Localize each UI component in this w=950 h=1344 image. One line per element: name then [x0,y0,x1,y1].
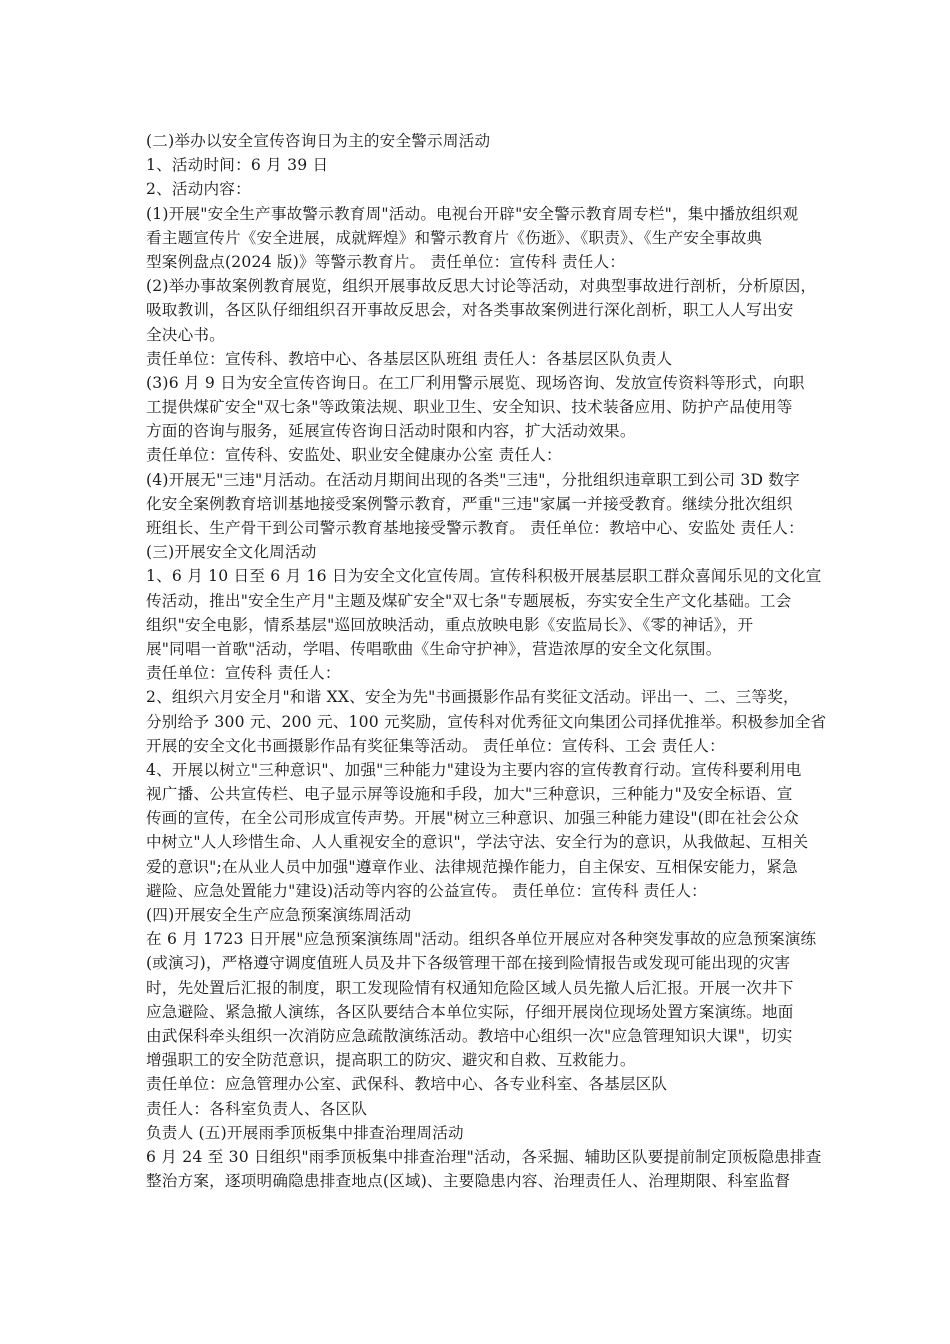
text-line: 工提供煤矿安全"双七条"等政策法规、职业卫生、安全知识、技术装备应用、防护产品使用等 [146,398,793,417]
document-body [146,129,827,1193]
text-line: (1)开展"安全生产事故警示教育周"活动。电视台开辟"安全警示教育周专栏"，集中播放组织观 [146,204,799,223]
text-line: 爱的意识";在从业人员中加强"遵章作业、法律规范操作能力，自主保安、互相保安能力，紧急 [146,857,798,876]
text-line: 传活动，推出"安全生产月"主题及煤矿安全"双七条"专题展板，夯实安全生产文化基础。工会 [146,591,792,610]
text-line: 整治方案，逐项明确隐患排查地点(区域)、主要隐患内容、治理责任人、治理期限、科室监督 [146,1172,791,1191]
text-line: 责任单位：应急管理办公室、武保科、教培中心、各专业科室、各基层区队 [146,1075,668,1094]
text-line: 展"同唱一首歌"活动，学唱、传唱歌曲《生命守护神》，营造浓厚的安全文化氛围。 [146,639,722,658]
text-line: 应急避险、紧急撤人演练，各区队要结合本单位实际，仔细开展岗位现场处置方案演练。地面 [146,1002,794,1021]
text-line: 责任单位：宣传科、教培中心、各基层区队班组 责任人：各基层区队负责人 [146,349,673,368]
text-line: 在 6 月 1723 日开展"应急预案演练周"活动。组织各单位开展应对各种突发事故的应急预案演练 [146,930,817,949]
text-line: (3)6 月 9 日为安全宣传咨询日。在工厂利用警示展览、现场咨询、发放宣传资料等形式，向职 [146,373,805,392]
text-line: (三)开展安全文化周活动 [146,543,317,562]
text-line: 2、组织六月安全月"和谐 XX、安全为先"书画摄影作品有奖征文活动。评出一、二、三等奖， [146,688,799,707]
text-line: 方面的咨询与服务，延展宣传咨询日活动时限和内容，扩大活动效果。 [146,422,636,441]
text-line: 责任单位：宣传科、安监处、职业安全健康办公室 责任人： [146,446,562,465]
text-line: (2)举办事故案例教育展览，组织开展事故反思大讨论等活动，对典型事故进行剖析，分析原因， [146,277,817,296]
text-line: 型案例盘点(2024 版)》等警示教育片。 责任单位：宣传科 责任人： [146,252,626,271]
text-line: 增强职工的安全防范意识，提高职工的防灾、避灾和自救、互救能力。 [146,1051,636,1070]
text-line: 4、开展以树立"三种意识"、加强"三种能力"建设为主要内容的宣传教育行动。宣传科要利用电 [146,760,802,779]
text-line: 2、活动内容： [146,180,251,199]
text-line: (二)举办以安全宣传咨询日为主的安全警示周活动 [146,132,491,150]
text-line: 避险、应急处置能力"建设)活动等内容的公益宣传。 责任单位：宣传科 责任人： [146,881,707,900]
text-line: 中树立"人人珍惜生命、人人重视安全的意识"，学法守法、安全行为的意识，从我做起、互相关 [146,833,809,852]
text-line: 视广播、公共宣传栏、电子显示屏等设施和手段，加大"三种意识，三种能力"及安全标语、宣 [146,785,793,804]
text-line: 传画的宣传，在全公司形成宣传声势。开展"树立三种意识、加强三种能力建设"(即在社会公众 [146,809,799,828]
text-line: 组织"安全电影，情系基层"巡回放映活动，重点放映电影《安监局长》、《零的神话》，开 [146,615,754,634]
text-line: 吸取教训，各区队仔细组织召开事故反思会，对各类事故案例进行深化剖析，职工人人写出安 [146,301,794,320]
text-line: (四)开展安全生产应急预案演练周活动 [146,906,412,924]
text-line: (或演习)，严格遵守调度值班人员及井下各级管理干部在接到险情报告或发现可能出现的灾害 [146,954,791,973]
text-line: 1、6 月 10 日至 6 月 16 日为安全文化宣传周。宣传科积极开展基层职工群众喜闻乐见的文化宣 [146,567,822,586]
text-line: 6 月 24 至 30 日组织"雨季顶板集中排查治理"活动，各采掘、辅助区队要提前制定顶板隐患排查 [146,1147,822,1166]
text-line: 时，先处置后汇报的制度，职工发现险情有权通知危险区域人员先撤人后汇报。开展一次井下 [146,978,794,997]
text-line: 责任人：各科室负责人、各区队 [146,1099,368,1118]
text-line: 1、活动时间：6 月 39 日 [146,156,329,175]
text-line: 责任单位：宣传科 责任人： [146,664,341,683]
text-line: 由武保科牵头组织一次消防应急疏散演练活动。教培中心组织一次"应急管理知识大课"，切实 [146,1026,793,1045]
text-line: 负责人 (五)开展雨季顶板集中排查治理周活动 [146,1123,464,1142]
text-line: 全决心书。 [146,325,225,344]
text-line: 看主题宣传片《安全进展，成就辉煌》和警示教育片《伤逝》、《职责》、《生产安全事故典 [146,228,763,247]
text-line: 分别给予 300 元、200 元、100 元奖励，宣传科对优秀征文向集团公司择优推举。积极参加全省 [146,712,827,731]
text-line: (4)开展无"三违"月活动。在活动月期间出现的各类"三违"，分批组织违章职工到公司 3D 数字 [146,470,800,489]
text-line: 班组长、生产骨干到公司警示教育基地接受警示教育。 责任单位：教培中心、安监处 责任人： [146,519,804,537]
text-line: 化安全案例教育培训基地接受案例警示教育，严重"三违"家属一并接受教育。继续分批次组织 [146,494,793,513]
text-line: 开展的安全文化书画摄影作品有奖征集等活动。 责任单位：宣传科、工会 责任人： [146,736,725,755]
